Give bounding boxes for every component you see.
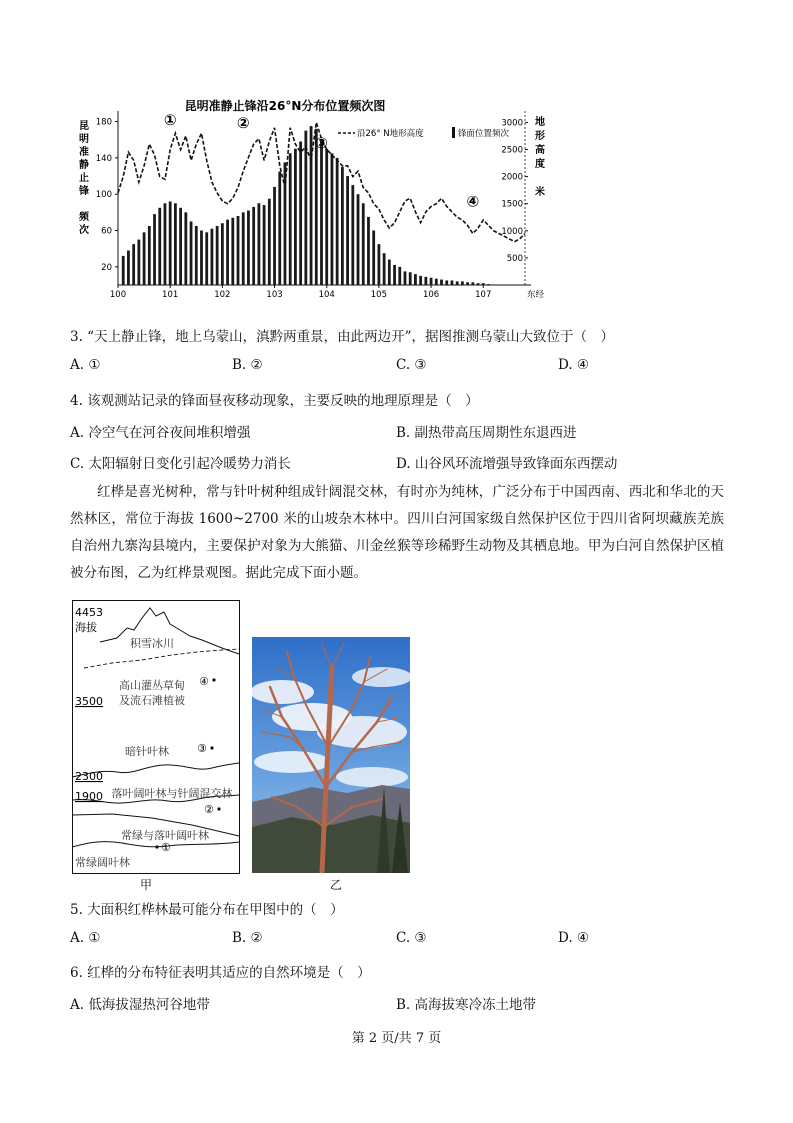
frequency-bar: [351, 185, 354, 285]
frequency-bar: [320, 140, 323, 285]
zone-conifer: 暗针叶林: [125, 745, 169, 758]
cloud: [336, 767, 408, 787]
frequency-bar: [440, 280, 443, 285]
q5-option-c[interactable]: C. ③: [396, 930, 427, 946]
left-tick-label: 100: [95, 190, 112, 201]
marker-3: ③: [315, 133, 328, 152]
left-axis-title-char: 频: [79, 212, 89, 223]
frequency-bar: [377, 244, 380, 285]
q3-option-a[interactable]: A. ①: [70, 357, 101, 373]
frequency-bar: [158, 208, 161, 285]
x-unit-label: 东经: [527, 290, 545, 300]
right-tick-label: 1500: [501, 199, 523, 210]
legend-bar-label: 锋面位置频次: [458, 129, 510, 139]
frequency-bar: [179, 208, 182, 285]
left-axis-title: [78, 119, 90, 236]
left-axis-title-char: 明: [79, 134, 89, 145]
frequency-bar: [487, 284, 490, 285]
frequency-bar: [127, 250, 130, 285]
question-3-stem: 3. “天上静止锋，地上乌蒙山，滇黔两重景，由此两边开”，据图推测乌蒙山大致位于（ ）: [70, 329, 614, 345]
frequency-bar: [242, 212, 245, 285]
q6-option-b[interactable]: B. 高海拔寒冷冻土地带: [396, 997, 537, 1013]
right-tick-label: 1000: [501, 226, 523, 237]
frequency-bar: [388, 260, 391, 285]
red-birch-photo: [252, 637, 410, 873]
frequency-bar: [336, 158, 339, 285]
left-axis-title-char: 次: [79, 225, 89, 236]
frequency-bar: [372, 231, 375, 285]
right-axis-title-char: 米: [535, 187, 545, 198]
frequency-bar: [482, 283, 485, 285]
frequency-bar: [398, 267, 401, 285]
frequency-bar: [278, 171, 281, 285]
point-2: ②: [204, 803, 214, 816]
frequency-bar: [419, 276, 422, 285]
frequency-bar: [143, 232, 146, 285]
q3-option-c[interactable]: C. ③: [396, 357, 427, 373]
left-tick-label: 20: [101, 262, 112, 273]
page-footer: 第 2 页/共 7 页: [351, 1031, 442, 1046]
zone-mixed: 落叶阔叶林与针阔混交林: [111, 787, 233, 800]
frequency-bar: [205, 232, 208, 285]
frequency-bar: [445, 280, 448, 285]
right-tick-label: 500: [506, 253, 523, 264]
right-tick-label: 2500: [501, 145, 523, 156]
frontal-frequency-chart: [70, 95, 550, 300]
frequency-bar: [341, 167, 344, 285]
frequency-bar: [216, 226, 219, 285]
frequency-bar: [409, 272, 412, 285]
q5-option-b[interactable]: B. ②: [232, 930, 263, 946]
right-tick-label: 3000: [501, 118, 523, 129]
legend-bar-swatch: [452, 127, 455, 138]
frequency-bar: [404, 271, 407, 285]
elev-top: 4453: [75, 606, 103, 619]
frequency-bar: [169, 201, 172, 285]
frequency-bar: [456, 281, 459, 285]
frequency-bar: [195, 226, 198, 285]
left-tick-label: 180: [95, 117, 112, 128]
frequency-bar: [200, 231, 203, 285]
point-4-dot: [212, 678, 215, 681]
frequency-bar: [424, 277, 427, 285]
frequency-bar: [221, 223, 224, 285]
frequency-bar: [153, 214, 156, 285]
q5-option-d[interactable]: D. ④: [558, 930, 590, 946]
x-tick-label: 102: [214, 290, 231, 300]
point-4: ④: [199, 675, 209, 688]
right-axis-title-char: 度: [535, 159, 545, 170]
frequency-bar: [174, 203, 177, 285]
q4-option-b[interactable]: B. 副热带高压周期性东退西进: [396, 425, 577, 441]
q6-option-a[interactable]: A. 低海拔湿热河谷地带: [70, 997, 210, 1013]
reading-passage: 红桦是喜光树种，常与针叶树种组成针阔混交林，有时亦为纯林，广泛分布于中国西南、西北和华北的天然林区，常位于海拔 1600~2700 米的山坡杂木林中。四川白河国家级自然保护区位于四川省阿坝藏族羌族自治州九寨沟县境内，主要保护对象为大熊猫、川金丝猴等珍稀野生动物及其栖息地。甲为白河自然保护区植被分布图，乙为红桦景观图。据此完成下面小题。: [70, 484, 724, 581]
frequency-bar: [257, 203, 260, 285]
x-tick-label: 105: [370, 290, 388, 300]
q3-option-d[interactable]: D. ④: [558, 357, 590, 373]
elev-3500: 3500: [75, 695, 103, 708]
x-tick-label: 106: [422, 290, 440, 300]
question-4-stem: 4. 该观测站记录的锋面昼夜移动现象，主要反映的地理原理是（ ）: [70, 393, 479, 409]
right-tick-label: 2000: [501, 172, 523, 183]
point-3-dot: [210, 746, 213, 749]
elev-label: 海拔: [75, 621, 97, 634]
frequency-bar: [231, 218, 234, 285]
question-5-stem: 5. 大面积红桦林最可能分布在甲图中的（ ）: [70, 902, 344, 918]
left-tick-label: 140: [95, 153, 112, 164]
chart-plot: [96, 111, 545, 300]
right-axis-title: [534, 115, 546, 198]
frequency-bar: [325, 149, 328, 285]
frequency-bar: [435, 279, 438, 285]
x-tick-label: 101: [162, 290, 179, 300]
frequency-bar: [237, 216, 240, 285]
right-axis-title-char: 高: [535, 145, 545, 156]
legend-line-label: 沿26° N地形高度: [357, 129, 424, 139]
frequency-bar: [304, 131, 307, 285]
left-axis-title-char: 止: [79, 173, 89, 184]
right-axis-title-char: 地: [535, 117, 545, 128]
frequency-bar: [137, 240, 140, 285]
figure-jia-caption: 甲: [140, 878, 153, 892]
left-axis-title-char: 锋: [79, 186, 89, 197]
frequency-bar: [273, 187, 276, 285]
x-tick-label: 107: [475, 290, 492, 300]
frequency-bar: [346, 176, 349, 285]
cloud: [352, 667, 410, 687]
frequency-bar: [471, 282, 474, 285]
point-1: ①: [161, 841, 171, 854]
frequency-bar: [430, 278, 433, 285]
point-3: ③: [197, 742, 207, 755]
frequency-bar: [466, 282, 469, 285]
elev-2300: 2300: [75, 770, 103, 783]
left-axis-title-char: 昆: [79, 121, 89, 132]
frequency-bar: [148, 226, 151, 285]
frequency-bar: [299, 142, 302, 285]
left-axis-title-char: 静: [79, 160, 89, 171]
frequency-bar: [132, 244, 135, 285]
q4-option-d[interactable]: D. 山谷风环流增强导致锋面东西摆动: [396, 456, 618, 472]
frequency-bar: [367, 217, 370, 285]
figure-yi-caption: 乙: [330, 878, 343, 892]
frequency-bar: [315, 129, 318, 285]
frequency-bar: [190, 221, 193, 285]
cloud: [254, 751, 330, 773]
q3-option-b[interactable]: B. ②: [232, 357, 263, 373]
frequency-bar: [331, 153, 334, 285]
frequency-bar: [362, 203, 365, 285]
point-1-dot: [155, 845, 158, 848]
frequency-bar: [247, 211, 250, 285]
q4-option-a[interactable]: A. 冷空气在河谷夜间堆积增强: [70, 425, 251, 441]
left-tick-label: 60: [101, 226, 112, 237]
q5-option-a[interactable]: A. ①: [70, 930, 101, 946]
x-tick-label: 104: [318, 290, 335, 300]
question-6-stem: 6. 红桦的分布特征表明其适应的自然环境是（ ）: [70, 965, 371, 981]
frequency-bar: [268, 199, 271, 285]
zone-alpine-line1: 高山灌丛草甸: [119, 679, 185, 692]
marker-1: ①: [163, 111, 177, 130]
frequency-bar: [393, 265, 396, 285]
frequency-bar: [289, 153, 292, 285]
frequency-bar: [226, 220, 229, 285]
frequency-bar: [383, 253, 386, 285]
frequency-bar: [164, 203, 167, 285]
vegetation-zone-diagram: [72, 600, 240, 875]
x-tick-label: 100: [109, 290, 127, 300]
frequency-bar: [184, 212, 187, 285]
left-axis-title-char: 准: [79, 147, 89, 158]
frequency-bar: [477, 283, 480, 285]
frequency-bar: [451, 280, 454, 285]
chart-title: 昆明准静止锋沿26°N分布位置频次图: [184, 99, 386, 113]
right-axis-title-char: 形: [535, 131, 545, 142]
frequency-bar: [122, 256, 125, 285]
frequency-bar: [461, 281, 464, 285]
frequency-bar: [263, 205, 266, 285]
zone-evergreen-deciduous: 常绿与落叶阔叶林: [121, 829, 209, 842]
marker-2: ②: [236, 113, 250, 132]
zone-alpine-line2: 及流石滩植被: [119, 694, 185, 707]
marker-4: ④: [466, 192, 480, 211]
frequency-bar: [294, 149, 297, 285]
elev-1900: 1900: [75, 790, 103, 803]
x-tick-label: 103: [266, 290, 283, 300]
q4-option-c[interactable]: C. 太阳辐射日变化引起冷暖势力消长: [70, 456, 291, 472]
frequency-bar: [357, 194, 360, 285]
frequency-bar: [252, 207, 255, 285]
point-2-dot: [217, 807, 220, 810]
zone-evergreen: 常绿阔叶林: [75, 856, 130, 869]
zone-glacier: 积雪冰川: [130, 637, 174, 650]
frequency-bar: [211, 229, 214, 285]
frequency-bar: [414, 274, 417, 285]
